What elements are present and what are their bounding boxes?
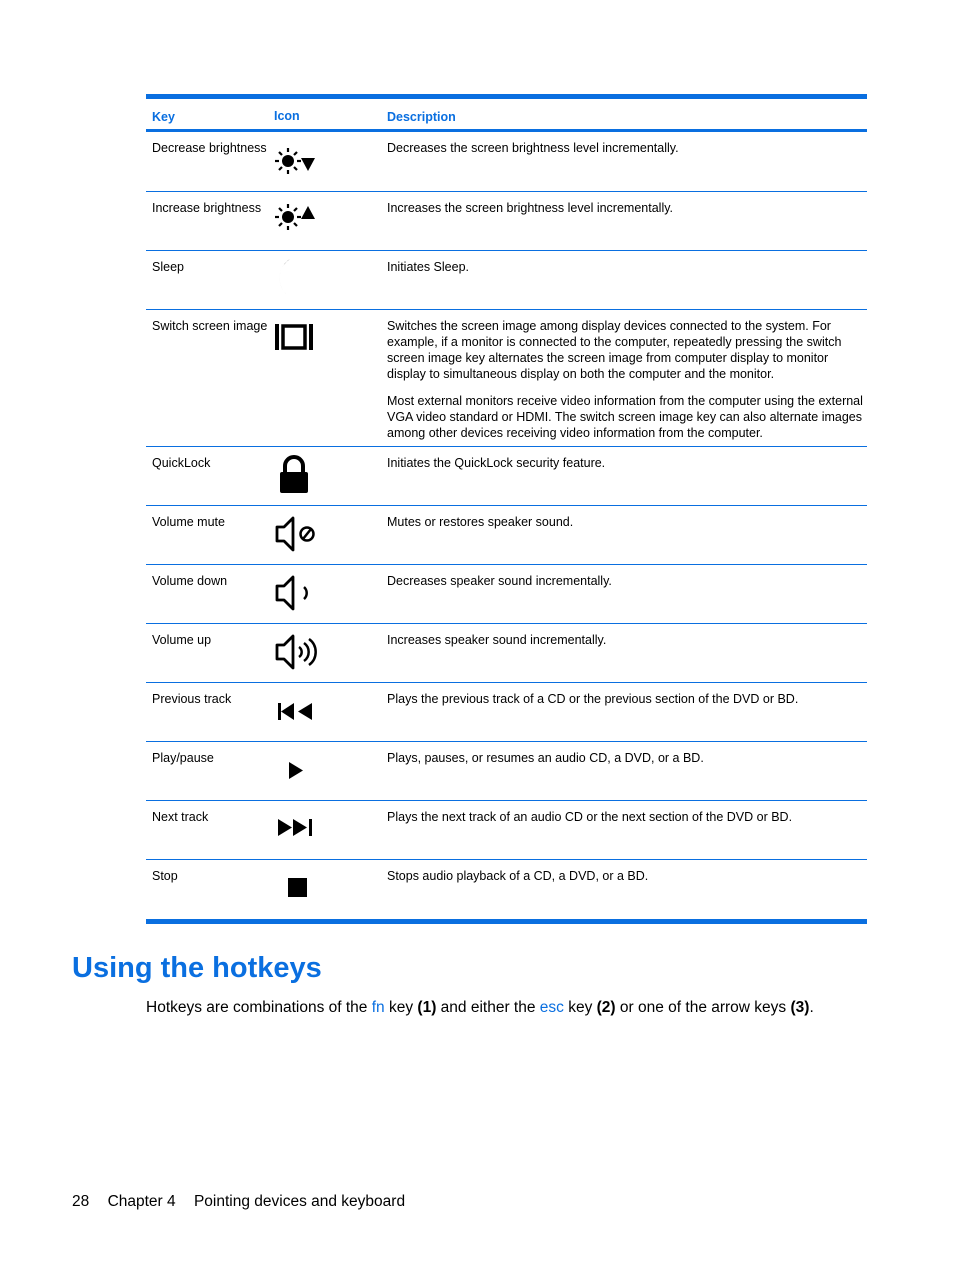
description: [387, 868, 863, 895]
brightness-up-icon: [274, 202, 324, 234]
description: [387, 809, 863, 836]
lock-icon: [274, 455, 324, 495]
page-footer: [72, 1193, 405, 1211]
stop-icon: [274, 878, 324, 898]
description-text: Switches the screen image among display devices connected to the system. For example, if a monitor is connected to the computer, repeatedly pressing the switch screen image key alternates the screen image from computer display to monitor display to simultaneous display on both the computer and the monitor.: [387, 319, 842, 381]
description: [387, 750, 863, 777]
description-text: Plays, pauses, or resumes an audio CD, a DVD, or a BD.: [387, 751, 704, 765]
volume-down-icon: [274, 574, 324, 612]
description-text: Increases the screen brightness level incrementally.: [387, 201, 674, 215]
key-label: Stop: [152, 869, 178, 883]
previous-track-icon: [274, 702, 324, 722]
esc-key-term: esc: [539, 999, 564, 1016]
table-row: [146, 192, 867, 251]
description-text: Initiates the QuickLock security feature.: [387, 456, 606, 470]
key-label: Switch screen image: [152, 319, 268, 333]
callout-2: (2): [596, 999, 616, 1016]
table-row: [146, 251, 867, 310]
key-label: Next track: [152, 810, 209, 824]
switch-screen-icon: [274, 323, 324, 353]
table-row: [146, 506, 867, 565]
table-row: [146, 132, 867, 192]
intro-text: Hotkeys are combinations of the: [146, 999, 372, 1016]
intro-text: .: [809, 999, 814, 1016]
volume-mute-icon: [274, 515, 324, 553]
description-text: Stops audio playback of a CD, a DVD, or a BD.: [387, 869, 649, 883]
next-track-icon: [274, 818, 324, 838]
section-title: Using the hotkeys: [72, 952, 322, 984]
chapter-label: Chapter 4: [107, 1193, 176, 1210]
description-text: Initiates Sleep.: [387, 260, 469, 274]
table-row: [146, 742, 867, 801]
description-text: Most external monitors receive video information from the computer using the external VGA video standard or HDMI. The switch screen image key can also alternate images among other devices receiving video information from the computer.: [387, 394, 863, 440]
intro-text: key: [384, 999, 418, 1016]
page-number: 28: [72, 1193, 90, 1210]
table-row: [146, 683, 867, 742]
key-label: Increase brightness: [152, 201, 262, 215]
description: [387, 632, 863, 659]
key-label: Sleep: [152, 260, 184, 274]
table-row: [146, 565, 867, 624]
callout-1: (1): [417, 999, 437, 1016]
key-label: Play/pause: [152, 751, 214, 765]
header-icon: Icon: [274, 109, 300, 123]
moon-icon: [274, 257, 324, 301]
key-label: Volume up: [152, 633, 212, 647]
description: [387, 259, 863, 286]
brightness-down-icon: [274, 146, 324, 178]
intro-text: key: [563, 999, 597, 1016]
description: [387, 318, 863, 452]
description: [387, 514, 863, 541]
intro-text: or one of the arrow keys: [615, 999, 791, 1016]
description-text: Plays the previous track of a CD or the previous section of the DVD or BD.: [387, 692, 799, 706]
table-row: [146, 801, 867, 860]
table-row: [146, 860, 867, 919]
description-text: Plays the next track of an audio CD or the next section of the DVD or BD.: [387, 810, 793, 824]
header-key: Key: [152, 110, 175, 124]
description: [387, 455, 863, 482]
header-description: Description: [387, 110, 456, 124]
description-text: Increases speaker sound incrementally.: [387, 633, 607, 647]
description-text: Decreases the screen brightness level incrementally.: [387, 141, 679, 155]
fn-key-term: fn: [371, 999, 385, 1016]
key-label: Decrease brightness: [152, 141, 267, 155]
description: [387, 140, 863, 167]
callout-3: (3): [790, 999, 810, 1016]
description: [387, 573, 863, 600]
description: [387, 200, 863, 227]
key-label: QuickLock: [152, 456, 211, 470]
hotkey-table: [146, 94, 867, 924]
table-row: [146, 447, 867, 506]
description-text: Decreases speaker sound incrementally.: [387, 574, 612, 588]
table-header: [146, 99, 867, 132]
chapter-title: Pointing devices and keyboard: [193, 1193, 406, 1210]
key-label: Previous track: [152, 692, 232, 706]
volume-up-icon: [274, 633, 324, 671]
description: [387, 691, 863, 718]
table-row: [146, 624, 867, 683]
intro-text: and either the: [436, 999, 540, 1016]
section-intro: [146, 999, 814, 1017]
play-icon: [274, 761, 324, 781]
key-label: Volume mute: [152, 515, 225, 529]
key-label: Volume down: [152, 574, 228, 588]
description-text: Mutes or restores speaker sound.: [387, 515, 574, 529]
table-row: [146, 310, 867, 447]
